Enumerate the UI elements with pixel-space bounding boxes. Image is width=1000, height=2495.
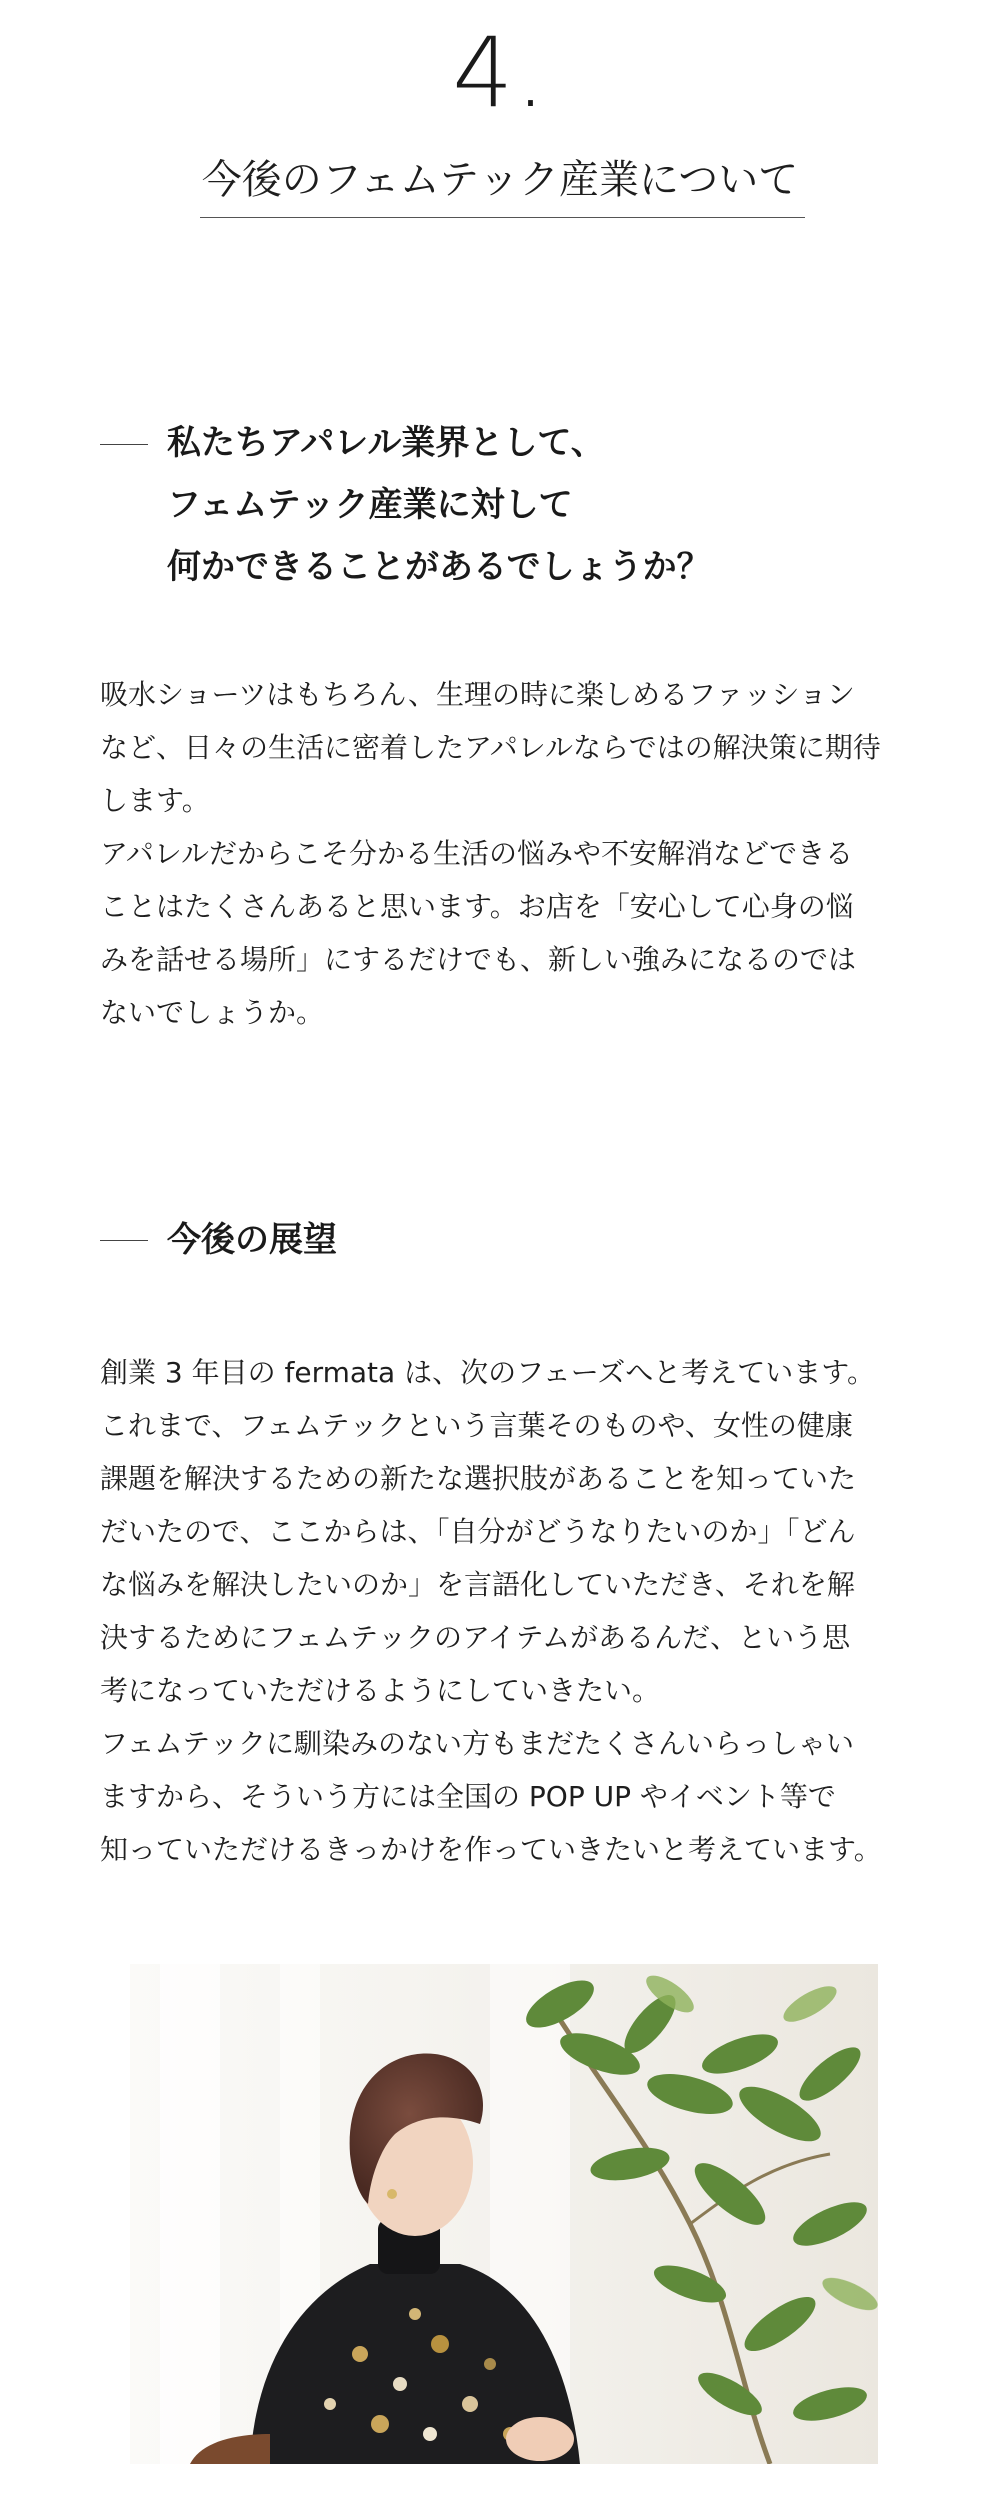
answer-line: だいたので、ここからは、「自分がどうなりたいのか」「どん bbox=[100, 1515, 856, 1548]
question-dash bbox=[100, 1240, 148, 1241]
question-dash bbox=[100, 444, 148, 445]
question-line: 私たちアパレル業界として、 bbox=[167, 423, 605, 463]
answer-line: みを話せる場所」にするだけでも、新しい強みになるのでは bbox=[100, 943, 857, 976]
question-line: 何かできることがあるでしょうか？ bbox=[167, 547, 711, 587]
answer-line: な悩みを解決したいのか」を言語化していただき、それを解 bbox=[100, 1568, 855, 1601]
section-title: 今後のフェムテック産業について bbox=[201, 157, 799, 203]
answer-line: 課題を解決するための新たな選択肢があることを知っていた bbox=[100, 1462, 857, 1495]
answer-line: フェムテックに馴染みのない方もまだたくさんいらっしゃい bbox=[100, 1727, 855, 1760]
section-number: 4. bbox=[452, 17, 548, 129]
title-underline bbox=[200, 217, 805, 218]
question-line: フェムテック産業に対して bbox=[167, 485, 573, 525]
interview-photo bbox=[130, 1964, 878, 2464]
answer-line: 吸水ショーツはもちろん、生理の時に楽しめるファッション bbox=[100, 678, 855, 711]
answer-paragraph bbox=[100, 1346, 920, 1876]
interview-photo-illustration bbox=[130, 1964, 878, 2464]
answer-line: これまで、フェムテックという言葉そのものや、女性の健康 bbox=[100, 1409, 853, 1442]
answer-line: ことはたくさんあると思います。お店を「安心して心身の悩 bbox=[100, 890, 854, 923]
answer-line: ないでしょうか。 bbox=[100, 996, 325, 1029]
question-heading bbox=[167, 412, 927, 598]
answer-line: 知っていただけるきっかけを作っていきたいと考えています。 bbox=[100, 1833, 882, 1866]
answer-paragraph bbox=[100, 668, 920, 1039]
answer-line: 創業 3 年目の fermata は、次のフェーズへと考えています。 bbox=[100, 1356, 876, 1389]
answer-line: など、日々の生活に密着したアパレルならではの解決策に期待 bbox=[100, 731, 881, 764]
question-heading bbox=[167, 1209, 927, 1271]
answer-line: ますから、そういう方には全国の POP UP やイベント等で bbox=[100, 1780, 836, 1813]
answer-line: アパレルだからこそ分かる生活の悩みや不安解消などできる bbox=[100, 837, 854, 870]
answer-line: します。 bbox=[100, 784, 210, 817]
question-line: 今後の展望 bbox=[167, 1220, 337, 1260]
answer-line: 考になっていただけるようにしていきたい。 bbox=[100, 1674, 661, 1707]
answer-line: 決するためにフェムテックのアイテムがあるんだ、という思 bbox=[100, 1621, 851, 1654]
